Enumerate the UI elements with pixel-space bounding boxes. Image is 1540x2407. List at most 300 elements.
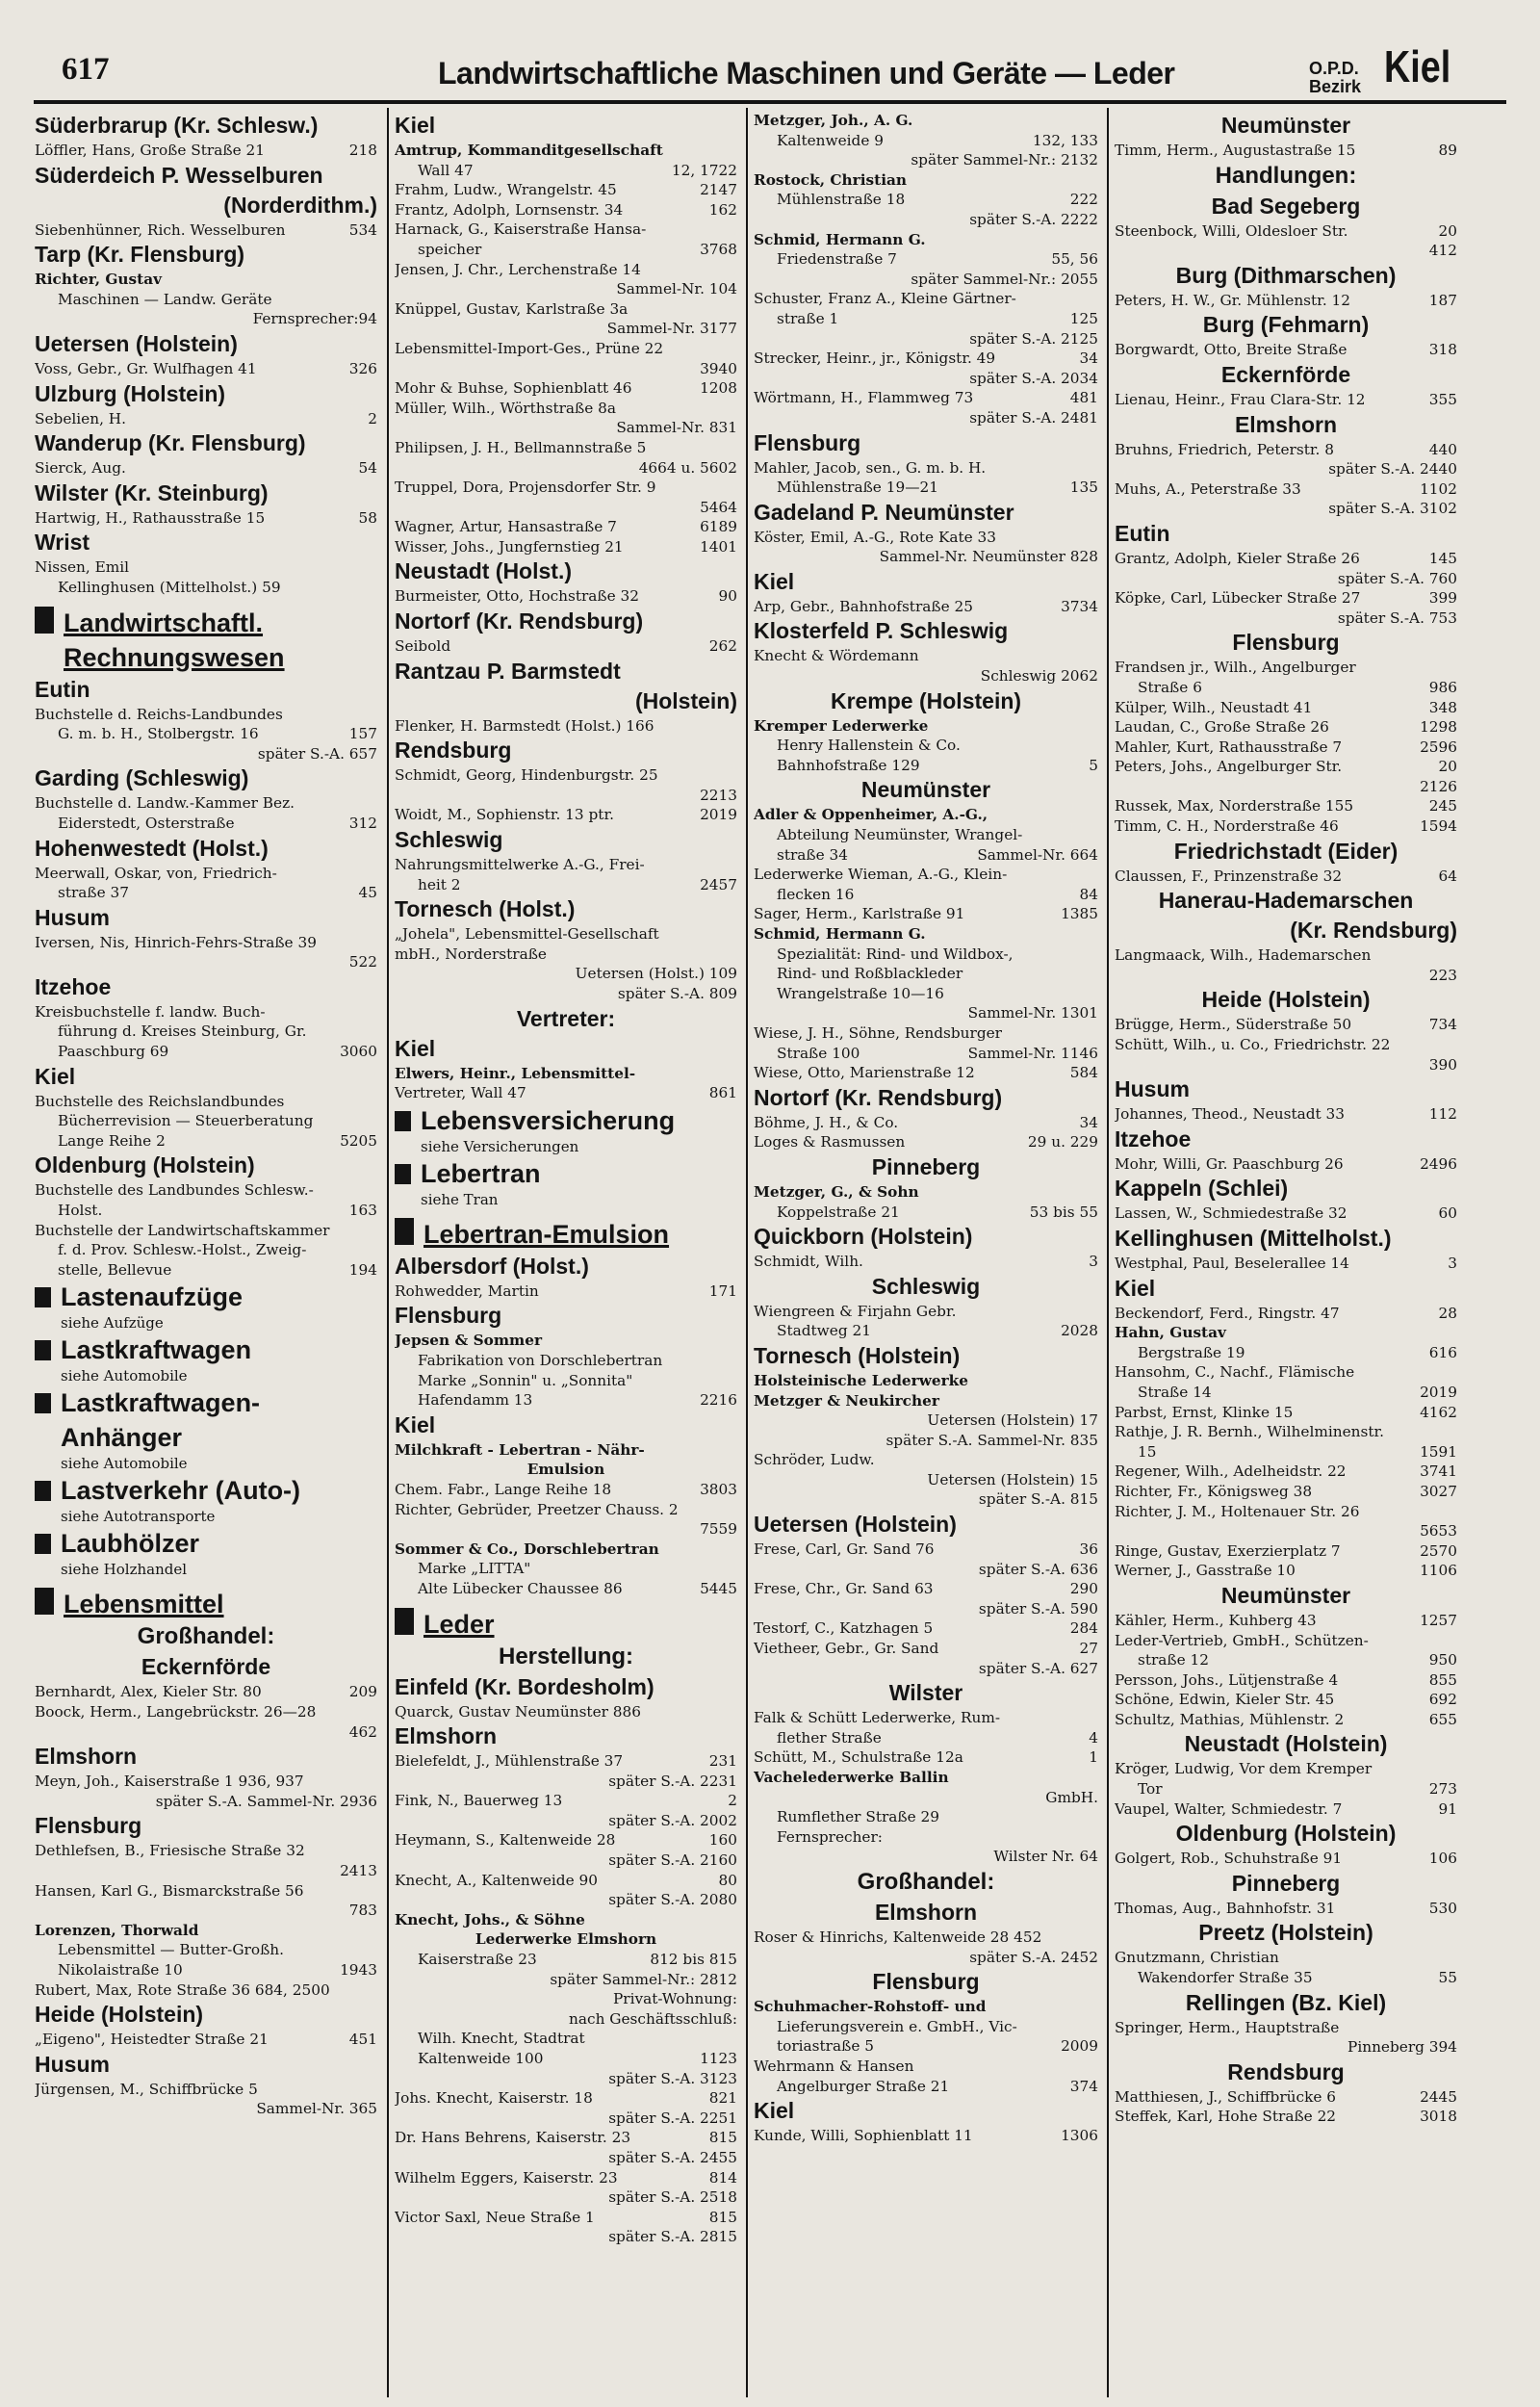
directory-entry xyxy=(395,984,737,1004)
directory-entry xyxy=(1115,1948,1457,1968)
directory-entry xyxy=(395,2049,737,2069)
directory-entry xyxy=(754,964,1098,984)
entry-text: Falk & Schütt Lederwerke, Rum- xyxy=(754,1709,1001,1727)
directory-entry xyxy=(1115,1204,1457,1224)
column-4 xyxy=(1115,111,1457,2402)
place-heading: Flensburg xyxy=(754,429,861,455)
place-heading: Flensburg xyxy=(395,1303,502,1329)
entry-text: Richter, Fr., Königsweg 38 xyxy=(1115,1482,1313,1500)
directory-entry xyxy=(1115,1541,1457,1562)
directory-entry xyxy=(754,885,1098,905)
phone-number: 326 xyxy=(348,359,377,377)
directory-entry xyxy=(395,1331,737,1351)
phone-number: 821 xyxy=(708,2089,737,2108)
entry-text: Matthiesen, J., Schiffbrücke 6 xyxy=(1115,2087,1336,2106)
directory-entry xyxy=(754,1470,1098,1490)
directory-entry xyxy=(395,339,737,359)
entry-text: Golgert, Rob., Schuhstraße 91 xyxy=(1115,1850,1343,1868)
entry-text: Regener, Wilh., Adelheidstr. 22 xyxy=(1115,1462,1347,1481)
directory-entry xyxy=(395,855,737,875)
directory-entry xyxy=(754,1788,1098,1808)
entry-text: später S.-A. 590 xyxy=(978,1599,1098,1618)
place-heading: Husum xyxy=(1115,1076,1190,1102)
phone-number: 45 xyxy=(358,884,377,902)
entry-text: Wilster Nr. 64 xyxy=(993,1848,1098,1866)
directory-entry xyxy=(1115,1254,1457,1274)
directory-entry xyxy=(395,299,737,320)
place-heading: Itzehoe xyxy=(1115,1126,1192,1152)
directory-entry xyxy=(1115,1035,1457,1055)
place-heading: Kiel xyxy=(395,113,436,138)
entry-text: später S.-A. 3123 xyxy=(608,2069,737,2087)
directory-entry xyxy=(754,329,1098,349)
entry-text: Jensen, J. Chr., Lerchenstraße 14 xyxy=(395,260,641,278)
phone-number: 53 bis 55 xyxy=(1029,1203,1098,1221)
firm-name: Richter, Gustav xyxy=(35,271,163,289)
entry-text: Wilhelm Eggers, Kaiserstr. 23 xyxy=(395,2168,618,2187)
phone-number: 1106 xyxy=(1420,1562,1457,1580)
place-heading: Burg (Dithmarschen) xyxy=(1175,262,1397,288)
directory-entry xyxy=(754,2017,1098,2037)
entry-text: mbH., Norderstraße xyxy=(395,945,547,963)
entry-text: Quarck, Gustav Neumünster 886 xyxy=(395,1702,641,1721)
directory-entry xyxy=(35,793,377,814)
directory-entry xyxy=(1115,459,1457,479)
entry-text: später S.-A. 2518 xyxy=(608,2188,737,2207)
phone-number: 2019 xyxy=(1420,1383,1457,1401)
entry-text: Sager, Herm., Karlstraße 91 xyxy=(754,905,965,923)
entry-text: 5464 xyxy=(700,498,737,516)
phone-number: 2457 xyxy=(700,875,737,893)
entry-text: Buchstelle d. Landw.-Kammer Bez. xyxy=(35,794,295,813)
phone-number: 584 xyxy=(1069,1064,1098,1082)
entry-text: später S.-A. 2440 xyxy=(1328,460,1457,479)
phone-number: 2028 xyxy=(1061,1322,1098,1340)
directory-entry xyxy=(395,378,737,399)
entry-text: Sammel-Nr. 831 xyxy=(616,419,737,437)
directory-entry xyxy=(1115,291,1457,311)
entry-text: später S.-A. 2002 xyxy=(608,1811,737,1829)
directory-entry xyxy=(395,1950,737,1970)
phone-number: 4 xyxy=(1089,1728,1098,1747)
phone-number: 91 xyxy=(1438,1799,1457,1818)
directory-entry xyxy=(754,408,1098,428)
phone-number: 3803 xyxy=(700,1480,737,1498)
category-marker-icon xyxy=(35,1534,51,1554)
phone-number: 348 xyxy=(1428,698,1457,716)
place-heading: Kiel xyxy=(754,568,795,594)
directory-entry xyxy=(754,924,1098,945)
directory-entry xyxy=(754,1997,1098,2017)
phone-number: 162 xyxy=(708,200,737,219)
directory-entry xyxy=(35,141,377,161)
directory-entry xyxy=(754,2036,1098,2057)
entry-text: Springer, Herm., Hauptstraße xyxy=(1115,2018,1340,2036)
phone-number: 318 xyxy=(1428,341,1457,359)
place-heading: Hohenwestedt (Holst.) xyxy=(35,835,269,861)
entry-text: Nissen, Emil xyxy=(35,558,130,577)
entry-text: Alte Lübecker Chaussee 86 xyxy=(418,1579,623,1597)
directory-entry xyxy=(35,1221,377,1241)
place-heading: Kellinghusen (Mittelholst.) xyxy=(1115,1226,1392,1251)
entry-text: Lieferungsverein e. GmbH., Vic- xyxy=(777,2017,1017,2035)
directory-entry xyxy=(754,756,1098,776)
directory-entry xyxy=(395,2148,737,2168)
entry-text: Knecht & Wördemann xyxy=(754,647,919,665)
entry-text: Russek, Max, Norderstraße 155 xyxy=(1115,797,1354,815)
directory-entry xyxy=(395,1440,737,1461)
entry-text: später S.-A. 2222 xyxy=(969,210,1098,228)
category-heading: Lastverkehr (Auto-) xyxy=(35,1473,377,1508)
directory-entry xyxy=(1115,1849,1457,1869)
category-heading: Lebensversicherung xyxy=(395,1103,737,1138)
directory-entry xyxy=(1115,717,1457,738)
directory-entry xyxy=(754,369,1098,389)
entry-text: Jürgensen, M., Schiffbrücke 5 xyxy=(35,2080,258,2098)
phone-number: 54 xyxy=(358,459,377,478)
category-marker-icon xyxy=(395,1218,414,1245)
entry-text: „Eigeno", Heistedter Straße 21 xyxy=(35,2031,269,2049)
directory-entry xyxy=(35,2080,377,2100)
place-heading: Vertreter: xyxy=(516,1005,616,1031)
category-heading: Lastkraftwagen- xyxy=(35,1385,377,1420)
entry-text: toriastraße 5 xyxy=(777,2037,874,2056)
entry-text: 783 xyxy=(348,1902,377,1920)
phone-number: 814 xyxy=(708,2168,737,2187)
place-heading: Wrist xyxy=(35,530,90,556)
directory-entry xyxy=(35,1022,377,1042)
entry-text: Frese, Chr., Gr. Sand 63 xyxy=(754,1580,934,1598)
entry-text: Lebensmittel-Import-Ges., Prüne 22 xyxy=(395,339,664,357)
phone-number: 2445 xyxy=(1420,2087,1457,2106)
directory-entry xyxy=(754,945,1098,965)
directory-entry xyxy=(1115,1650,1457,1670)
entry-text: 3940 xyxy=(700,359,737,377)
directory-entry xyxy=(754,1113,1098,1133)
directory-entry xyxy=(395,1083,737,1103)
entry-text: straße 1 xyxy=(777,309,839,327)
directory-entry xyxy=(754,1391,1098,1411)
directory-entry xyxy=(395,1970,737,1990)
place-heading: Süderbrarup (Kr. Schlesw.) xyxy=(35,113,319,138)
place-heading: Husum xyxy=(35,904,110,930)
phone-number: 2147 xyxy=(700,181,737,199)
place-heading: Neustadt (Holstein) xyxy=(1184,1731,1388,1757)
phone-number: 89 xyxy=(1438,142,1457,159)
cross-reference: siehe Holzhandel xyxy=(61,1561,188,1579)
entry-text: Seibold xyxy=(395,637,451,656)
entry-text: Schmidt, Wilh. xyxy=(754,1253,863,1271)
place-heading: Flensburg xyxy=(1232,630,1340,656)
entry-text: G. m. b. H., Stolbergstr. 16 xyxy=(58,725,259,743)
directory-entry xyxy=(395,1830,737,1851)
directory-entry xyxy=(395,1371,737,1391)
entry-text: Müller, Wilh., Wörthstraße 8a xyxy=(395,399,617,417)
place-heading: Kiel xyxy=(395,1035,436,1061)
phone-number: 4162 xyxy=(1420,1403,1457,1421)
directory-entry xyxy=(1115,569,1457,589)
column-divider xyxy=(387,108,389,2397)
firm-name: Lederwerke Elmshorn xyxy=(475,1930,657,1949)
directory-entry xyxy=(754,1560,1098,1580)
directory-entry xyxy=(395,1772,737,1792)
directory-entry xyxy=(395,2088,737,2109)
phone-number: 1306 xyxy=(1061,2127,1098,2145)
category-marker-icon xyxy=(395,1111,411,1131)
directory-entry xyxy=(754,1747,1098,1768)
entry-text: Lebensmittel — Butter-Großh. xyxy=(58,1941,285,1959)
directory-entry xyxy=(395,1811,737,1831)
directory-entry xyxy=(754,666,1098,686)
entry-text: Victor Saxl, Neue Straße 1 xyxy=(395,2208,595,2226)
place-heading: Nortorf (Kr. Rendsburg) xyxy=(754,1084,1003,1110)
directory-entry xyxy=(754,230,1098,250)
directory-entry xyxy=(1115,1482,1457,1502)
directory-entry xyxy=(1115,1779,1457,1799)
directory-entry xyxy=(35,814,377,834)
phone-number: 55 xyxy=(1438,1969,1457,1987)
entry-text: Lassen, W., Schmiedestraße 32 xyxy=(1115,1204,1348,1223)
phone-number: 3018 xyxy=(1420,2108,1457,2126)
directory-entry xyxy=(1115,1154,1457,1175)
directory-entry xyxy=(1115,966,1457,986)
entry-text: Marke „Sonnin" u. „Sonnita" xyxy=(418,1371,633,1389)
directory-entry xyxy=(1115,1759,1457,1779)
cross-reference: siehe Automobile xyxy=(61,1367,188,1385)
phone-number: 530 xyxy=(1428,1899,1457,1917)
entry-text: Wiengreen & Firjahn Gebr. xyxy=(754,1302,957,1320)
directory-entry xyxy=(754,1847,1098,1867)
directory-entry xyxy=(395,1460,737,1480)
place-heading: Eckernförde xyxy=(1220,361,1351,387)
phone-number: Sammel-Nr. 1146 xyxy=(967,1044,1098,1062)
entry-text: Sammel-Nr. 365 xyxy=(256,2100,377,2118)
entry-text: Sammel-Nr. 104 xyxy=(616,280,737,298)
directory-entry xyxy=(35,309,377,329)
directory-entry xyxy=(395,1579,737,1599)
entry-text: Peters, H. W., Gr. Mühlenstr. 12 xyxy=(1115,291,1351,309)
directory-entry xyxy=(754,1431,1098,1451)
directory-entry xyxy=(35,270,377,290)
phone-number: 3734 xyxy=(1061,597,1098,615)
directory-entry xyxy=(754,716,1098,737)
phone-number: 2496 xyxy=(1420,1154,1457,1173)
directory-entry xyxy=(395,180,737,200)
place-heading: Krempe (Holstein) xyxy=(830,687,1022,713)
firm-name: Amtrup, Kommanditgesellschaft xyxy=(395,142,663,159)
directory-entry xyxy=(35,290,377,310)
entry-text: später S.-A. Sammel-Nr. 835 xyxy=(886,1431,1098,1449)
entry-text: Abteilung Neumünster, Wrangel- xyxy=(777,826,1023,844)
entry-text: Arp, Gebr., Bahnhofstraße 25 xyxy=(754,597,973,615)
directory-entry xyxy=(35,557,377,578)
place-heading: Burg (Fehmarn) xyxy=(1202,312,1370,338)
place-heading: Neumünster xyxy=(860,777,991,803)
directory-entry xyxy=(754,270,1098,290)
directory-entry xyxy=(35,724,377,744)
entry-text: Kaiserstraße 23 xyxy=(418,1951,537,1969)
phone-number: 2596 xyxy=(1420,738,1457,756)
directory-entry xyxy=(1115,1362,1457,1383)
phone-number: 3027 xyxy=(1420,1482,1457,1500)
place-heading: Pinneberg xyxy=(871,1153,981,1179)
district-name: Kiel xyxy=(1384,41,1451,91)
entry-text: Mühlenstraße 19—21 xyxy=(777,479,938,497)
directory-entry xyxy=(754,478,1098,498)
directory-entry xyxy=(395,1500,737,1520)
entry-text: Heymann, S., Kaltenweide 28 xyxy=(395,1831,616,1850)
directory-entry xyxy=(1115,1015,1457,1035)
directory-entry xyxy=(754,249,1098,270)
phone-number: 399 xyxy=(1428,589,1457,608)
entry-text: 390 xyxy=(1428,1055,1457,1074)
phone-number: 34 xyxy=(1079,1113,1098,1131)
entry-text: Köpke, Carl, Lübecker Straße 27 xyxy=(1115,589,1361,608)
place-heading: Kappeln (Schlei) xyxy=(1115,1176,1289,1202)
firm-name: Schmid, Hermann G. xyxy=(754,925,926,943)
entry-text: Rumflether Straße 29 xyxy=(777,1808,940,1826)
phone-number: 262 xyxy=(708,637,737,656)
directory-entry xyxy=(754,1450,1098,1470)
entry-text: Westphal, Paul, Beselerallee 14 xyxy=(1115,1255,1349,1272)
cross-reference: siehe Aufzüge xyxy=(61,1314,164,1333)
directory-entry xyxy=(754,547,1098,567)
phone-number: 145 xyxy=(1428,549,1457,567)
entry-text: Loges & Rasmussen xyxy=(754,1133,906,1152)
directory-entry xyxy=(395,2208,737,2228)
entry-text: Flenker, H. Barmstedt (Holst.) 166 xyxy=(395,716,654,735)
directory-entry xyxy=(395,220,737,240)
phone-number: 5445 xyxy=(700,1579,737,1597)
directory-entry xyxy=(395,765,737,786)
entry-text: später S.-A. 2160 xyxy=(608,1851,737,1870)
directory-entry xyxy=(754,1579,1098,1599)
entry-text: Eiderstedt, Osterstraße xyxy=(58,814,235,832)
phone-number: 616 xyxy=(1428,1343,1457,1361)
phone-number: 2216 xyxy=(700,1391,737,1410)
entry-text: Ringe, Gustav, Exerzierplatz 7 xyxy=(1115,1541,1341,1560)
directory-entry xyxy=(35,1201,377,1221)
place-heading: Friedrichstadt (Eider) xyxy=(1173,838,1399,864)
place-heading: Kiel xyxy=(754,2098,795,2124)
directory-entry xyxy=(395,805,737,825)
directory-entry xyxy=(754,1302,1098,1322)
phone-number: 1123 xyxy=(700,2050,737,2067)
entry-text: Woidt, M., Sophienstr. 13 ptr. xyxy=(395,806,614,824)
entry-text: Frese, Carl, Gr. Sand 76 xyxy=(754,1540,935,1559)
place-heading: Rendsburg xyxy=(1227,2058,1345,2084)
entry-text: Persson, Johs., Lütjenstraße 4 xyxy=(1115,1670,1339,1689)
entry-text: Peters, Johs., Angelburger Str. xyxy=(1115,758,1343,776)
subsection-heading: Großhandel: xyxy=(857,1868,995,1895)
entry-text: später S.-A. 2452 xyxy=(969,1948,1098,1966)
directory-entry xyxy=(35,1111,377,1131)
entry-text: Paaschburg 69 xyxy=(58,1043,169,1061)
entry-text: Fernsprecher: xyxy=(252,310,359,328)
entry-text: Muhs, A., Peterstraße 33 xyxy=(1115,479,1301,498)
entry-text: Beckendorf, Ferd., Ringstr. 47 xyxy=(1115,1304,1340,1322)
category-marker-icon xyxy=(395,1164,411,1184)
entry-text: Schröder, Ludw. xyxy=(754,1451,875,1469)
phone-number: 481 xyxy=(1069,389,1098,407)
directory-entry xyxy=(395,478,737,498)
phone-number: 2019 xyxy=(700,806,737,824)
entry-text: Friedenstraße 7 xyxy=(777,250,897,269)
firm-name: Metzger, G., & Sohn xyxy=(754,1182,919,1201)
category-marker-icon xyxy=(35,1588,54,1615)
entry-text: Buchstelle der Landwirtschaftskammer xyxy=(35,1221,330,1239)
phone-number: 692 xyxy=(1428,1691,1457,1709)
directory-entry xyxy=(754,1708,1098,1728)
entry-text: Knüppel, Gustav, Karlstraße 3a xyxy=(395,299,629,318)
entry-text: Harnack, G., Kaiserstraße Hansa- xyxy=(395,220,647,239)
directory-entry xyxy=(754,388,1098,408)
place-heading: Uetersen (Holstein) xyxy=(35,330,238,356)
directory-entry xyxy=(1115,658,1457,678)
entry-text: Köster, Emil, A.-G., Rote Kate 33 xyxy=(754,528,997,546)
entry-text: Philipsen, J. H., Bellmannstraße 5 xyxy=(395,438,647,456)
column-divider xyxy=(746,108,748,2397)
directory-entry xyxy=(35,1772,377,1792)
place-heading: Eutin xyxy=(35,676,90,702)
phone-number: 312 xyxy=(348,814,377,832)
entry-text: Marke „LITTA" xyxy=(418,1560,531,1578)
entry-text: später S.-A. 2125 xyxy=(969,329,1098,348)
directory-entry xyxy=(754,1371,1098,1391)
directory-entry xyxy=(754,1321,1098,1341)
entry-text: Frahm, Ludw., Wrangelstr. 45 xyxy=(395,181,617,199)
phone-number: 861 xyxy=(708,1084,737,1102)
directory-entry xyxy=(754,904,1098,924)
directory-entry xyxy=(754,1728,1098,1748)
directory-entry xyxy=(1115,678,1457,698)
phone-number: 6189 xyxy=(700,518,737,536)
entry-text: Frandsen jr., Wilh., Angelburger xyxy=(1115,659,1356,677)
phone-number: 5 xyxy=(1089,756,1098,774)
entry-text: speicher xyxy=(418,240,482,258)
entry-text: Mohr, Willi, Gr. Paaschburg 26 xyxy=(1115,1154,1344,1173)
entry-text: Fernsprecher: xyxy=(777,1827,883,1846)
directory-entry xyxy=(35,1901,377,1921)
entry-text: Siebenhünner, Rich. Wesselburen xyxy=(35,220,286,239)
place-heading: Heide (Holstein) xyxy=(35,2002,204,2028)
directory-entry xyxy=(35,359,377,379)
entry-text: nach Geschäftsschluß: xyxy=(569,2009,737,2028)
directory-entry xyxy=(1115,1899,1457,1919)
directory-entry xyxy=(754,646,1098,666)
column-3 xyxy=(754,111,1098,2402)
directory-entry xyxy=(1115,1968,1457,1988)
entry-text: Tor xyxy=(1138,1780,1163,1799)
entry-text: straße 34 xyxy=(777,845,849,864)
spacer xyxy=(395,1209,737,1217)
phone-number: 64 xyxy=(1438,867,1457,885)
place-heading: Klosterfeld P. Schleswig xyxy=(754,618,1009,644)
directory-entry xyxy=(35,1921,377,1941)
entry-text: Dr. Hans Behrens, Kaiserstr. 23 xyxy=(395,2129,631,2147)
entry-text: Vietheer, Gebr., Gr. Sand xyxy=(754,1640,939,1658)
category-marker-icon xyxy=(35,1481,51,1501)
directory-entry xyxy=(35,864,377,884)
entry-text: Bergstraße 19 xyxy=(1138,1343,1245,1361)
phone-number: 55, 56 xyxy=(1051,250,1098,269)
place-heading: Kiel xyxy=(395,1411,436,1437)
firm-name: Elwers, Heinr., Lebensmittel- xyxy=(395,1064,636,1082)
phone-number: 534 xyxy=(348,220,377,239)
place-heading: Elmshorn xyxy=(395,1723,498,1749)
entry-text: Straße 14 xyxy=(1138,1383,1212,1401)
directory-entry xyxy=(754,1252,1098,1272)
